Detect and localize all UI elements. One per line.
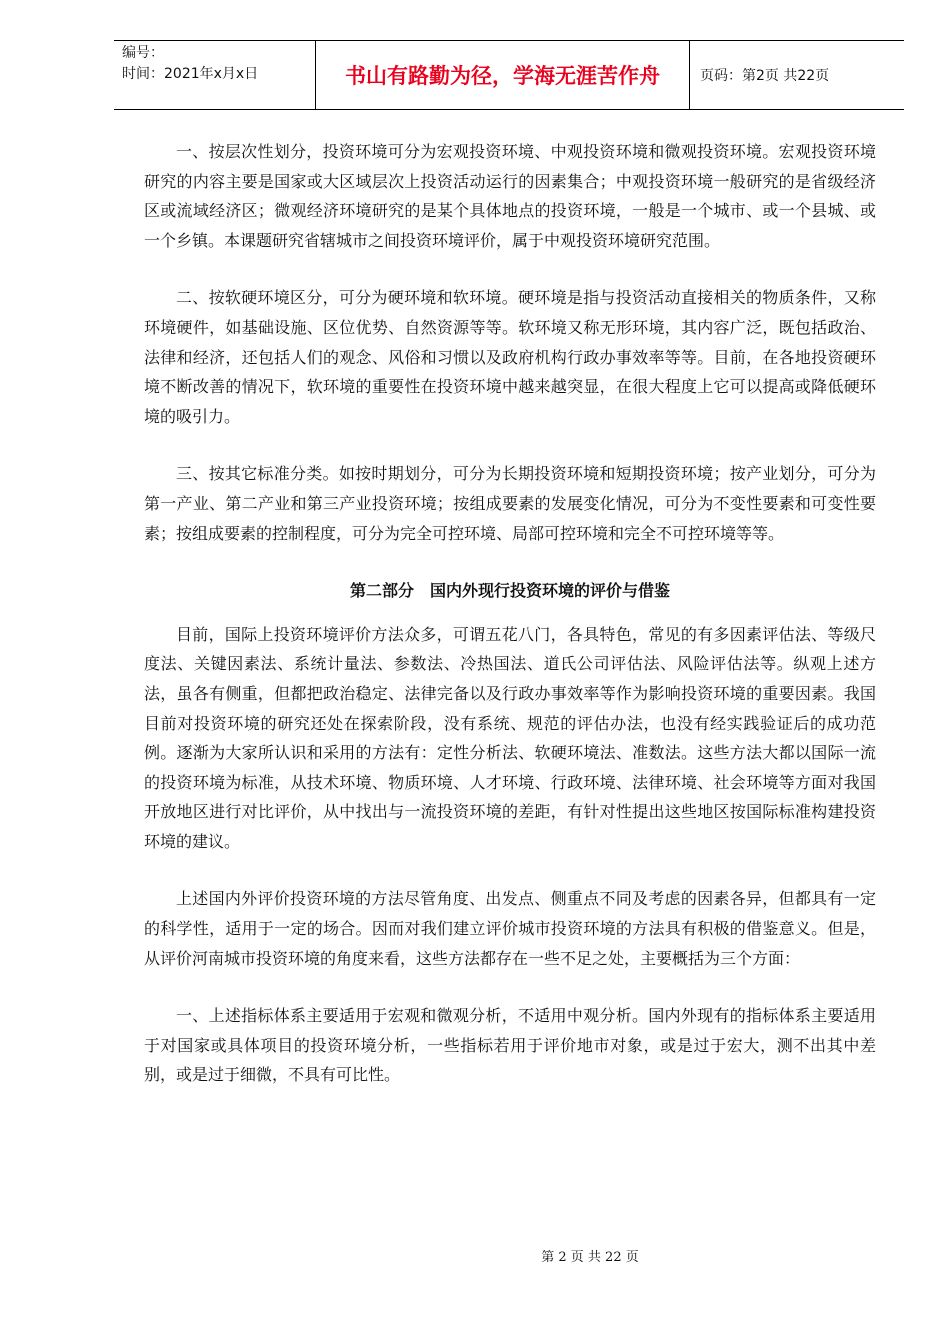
paragraph-6: 一、上述指标体系主要适用于宏观和微观分析，不适用中观分析。国内外现有的指标体系主要适用于对国家或具体项目的投资环境分析，一些指标若用于评价地市对象，或是过于宏大，测不出其中差别，或是过于细微，不具有可比性。	[144, 1006, 876, 1085]
paragraph-3: 三、按其它标准分类。如按时期划分，可分为长期投资环境和短期投资环境；按产业划分，可分为第一产业、第二产业和第三产业投资环境；按组成要素的发展变化情况，可分为不变性要素和可变性要素；按组成要素的控制程度，可分为完全可控环境、局部可控环境和完全不可控环境等等。	[144, 464, 876, 543]
document-body	[144, 137, 876, 1090]
section-heading: 第二部分 国内外现行投资环境的评价与借鉴	[349, 581, 670, 601]
header-motto: 书山有路勤为径，学海无涯苦作舟	[316, 41, 690, 109]
paragraph-2: 二、按软硬环境区分，可分为硬环境和软环境。硬环境是指与投资活动直接相关的物质条件，又称环境硬件，如基础设施、区位优势、自然资源等等。软环境又称无形环境，其内容广泛，既包括政治、法律和经济，还包括人们的观念、风俗和习惯以及政府机构行政办事效率等等。目前，在各地投资硬环境不断改善的情况下，软环境的重要性在投资环境中越来越突显，在很大程度上它可以提高或降低硬环境的吸引力。	[144, 288, 876, 426]
header-meta-cell	[114, 41, 316, 109]
document-number-label: 编号：	[122, 45, 164, 61]
page-footer: 第 2 页 共 22 页	[541, 1250, 639, 1265]
paragraph-4: 目前，国际上投资环境评价方法众多，可谓五花八门，各具特色，常见的有多因素评估法、等级尺度法、关键因素法、系统计量法、参数法、冷热国法、道氏公司评估法、风险评估法等。纵观上述方法，虽各有侧重，但都把政治稳定、法律完备以及行政办事效率等作为影响投资环境的重要因素。我国目前对投资环境的研究还处在探索阶段，没有系统、规范的评估办法，也没有经实践验证后的成功范例。逐渐为大家所认识和采用的方法有：定性分析法、软硬环境法、准数法。这些方法大都以国际一流的投资环境为标准，从技术环境、物质环境、人才环境、行政环境、法律环境、社会环境等方面对我国开放地区进行对比评价，从中找出与一流投资环境的差距，有针对性提出这些地区按国际标准构建投资环境的建议。	[144, 624, 876, 851]
paragraph-5: 上述国内外评价投资环境的方法尽管角度、出发点、侧重点不同及考虑的因素各异，但都具有一定的科学性，适用于一定的场合。因而对我们建立评价城市投资环境的方法具有积极的借鉴意义。但是，从评价河南城市投资环境的角度来看，这些方法都存在一些不足之处，主要概括为三个方面：	[144, 889, 876, 968]
paragraph-1: 一、按层次性划分，投资环境可分为宏观投资环境、中观投资环境和微观投资环境。宏观投资环境研究的内容主要是国家或大区域层次上投资活动运行的因素集合；中观投资环境一般研究的是省级经济区或流域经济区；微观经济环境研究的是某个具体地点的投资环境，一般是一个城市、或一个县城、或一个乡镇。本课题研究省辖城市之间投资环境评价，属于中观投资环境研究范围。	[144, 142, 876, 250]
header-page-number: 页码：第2页 共22页	[700, 68, 830, 84]
document-time-label: 时间：2021年x月x日	[122, 66, 259, 82]
document-header	[114, 40, 904, 110]
